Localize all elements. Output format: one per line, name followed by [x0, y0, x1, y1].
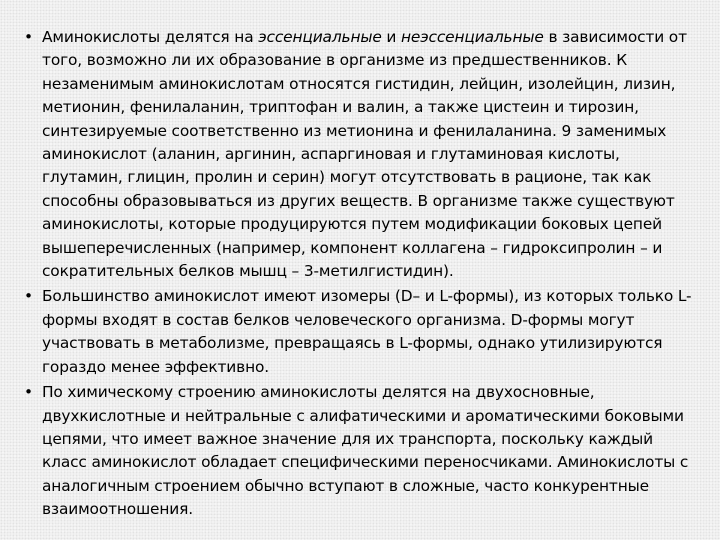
- bullet-item-chemical-structure: [24, 381, 696, 521]
- bullet-item-isomers: [24, 285, 696, 379]
- emphasis-text: эссенциальные: [258, 28, 382, 46]
- bullet-icon: •: [24, 28, 33, 46]
- paragraph-text: и: [381, 28, 402, 46]
- paragraph-text: Большинство аминокислот имеют изомеры (D– и L-формы), из которых только L-формы входят в состав белков человеческого организма. D-формы могут участвовать в метаболизме, превращаясь в L-формы, однако утилизируются гораздо менее эффективно.: [42, 287, 692, 376]
- bullet-icon: •: [24, 287, 33, 306]
- emphasis-text: неэссенциальные: [401, 28, 544, 46]
- paragraph-text: По химическому строению аминокислоты делятся на двухосновные, двухкислотные и нейтральные с алифатическими и ароматическими боковыми цепями, что имеет важное значение для их транспорта, поскольку каждый класс аминокислот обладает специфическими переносчиками. Аминокислоты с аналогичным строением обычно вступают в сложные, часто конкурентные взаимоотношения.: [42, 383, 689, 519]
- bullet-icon: •: [24, 383, 33, 402]
- paragraph-text: Аминокислоты делятся на: [42, 28, 259, 46]
- bullet-list: [24, 26, 696, 524]
- bullet-item-essential-amino-acids: [24, 26, 696, 283]
- paragraph-text: в зависимости от того, возможно ли их образование в организме из предшественников. К незаменимым аминокислотам относятся гистидин, лейцин, изолейцин, лизин, метионин, фенилаланин, триптофан и валин, а также цистеин и тирозин, синтезируемые соответственно из метионина и фенилаланина. 9 заменимых аминокислот (аланин, аргинин, аспаргиновая и глутаминовая кислоты, глутамин, глицин, пролин и серин) могут отсутствовать в рационе, так как способны образовываться из других веществ. В организме также существуют аминокислоты, которые продуцируются путем модификации боковых цепей вышеперечисленных (например, компонент коллагена – гидроксипролин – и сократительных белков мышц – 3-метилгистидин).: [42, 28, 687, 281]
